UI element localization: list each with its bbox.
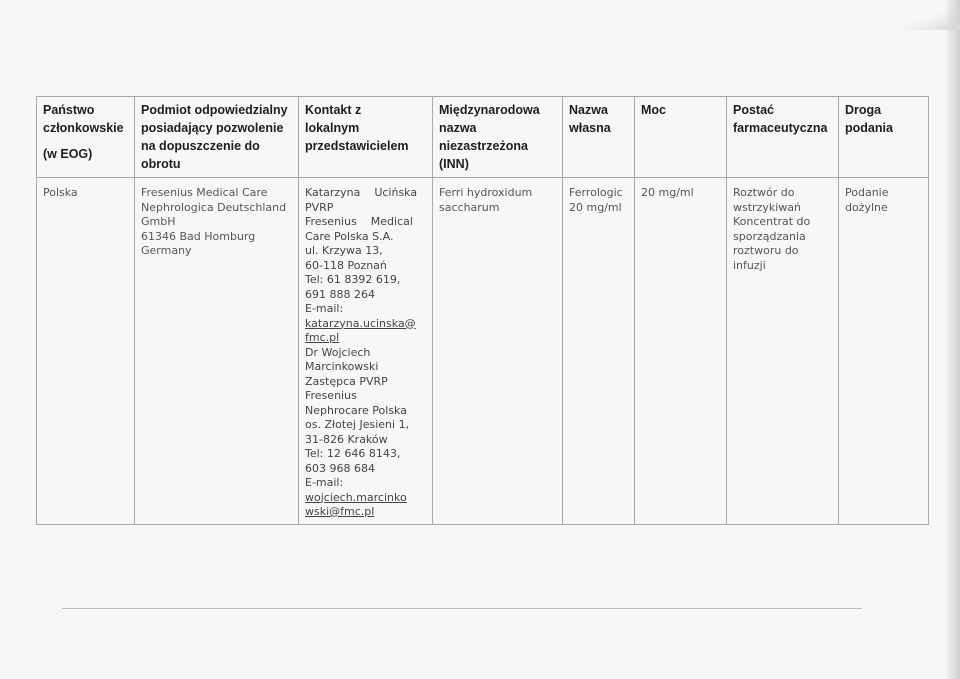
header-row [37, 97, 929, 178]
cell-strength: 20 mg/ml [635, 178, 727, 525]
cell-holder: Fresenius Medical Care Nephrologica Deutschland GmbH 61346 Bad Homburg Germany [135, 178, 299, 525]
table-row [37, 178, 929, 525]
cell-route: Podanie dożylne [839, 178, 929, 525]
header-strength: Moc [635, 97, 727, 178]
header-route: Droga podania [839, 97, 929, 178]
cell-country: Polska [37, 178, 135, 525]
scan-edge-shadow [946, 0, 960, 679]
cell-pharmaceutical-form: Roztwór do wstrzykiwań Koncentrat do sporządzania roztworu do infuzji [727, 178, 839, 525]
header-inn: Międzynarodowa nazwa niezastrzeżona (INN) [433, 97, 563, 178]
product-table [36, 96, 929, 525]
scan-corner-shadow [870, 0, 960, 30]
header-marketing-authorisation-holder: Podmiot odpowiedzialny posiadający pozwolenie na dopuszczenie do obrotu [135, 97, 299, 178]
header-pharmaceutical-form: Postać farmaceutyczna [727, 97, 839, 178]
cell-brand-name: Ferrologic 20 mg/ml [563, 178, 635, 525]
cell-contact: Katarzyna Ucińska PVRP Fresenius Medical Care Polska S.A. ul. Krzywa 13, 60-118 Poznań Tel: 61 8392 619, 691 888 264 E-mail: katarzyna.ucinska@ fmc.pl Dr Wojciech Marcinkowski Zastępca PVRP Fresenius Nephrocare Polska os. Złotej Jesieni 1, 31-826 Kraków Tel: 12 646 8143, 603 968 684 E-mail: wojciech.marcinko wski@fmc.pl [299, 178, 433, 525]
email-link-2: wojciech.marcinko [305, 490, 407, 504]
email-link-1: katarzyna.ucinska@ [305, 316, 416, 330]
header-member-state: Państwo członkowskie (w EOG) [37, 97, 135, 178]
bottom-divider [62, 608, 862, 609]
header-local-contact: Kontakt z lokalnym przedstawicielem [299, 97, 433, 178]
cell-inn: Ferri hydroxidum saccharum [433, 178, 563, 525]
header-brand-name: Nazwa własna [563, 97, 635, 178]
